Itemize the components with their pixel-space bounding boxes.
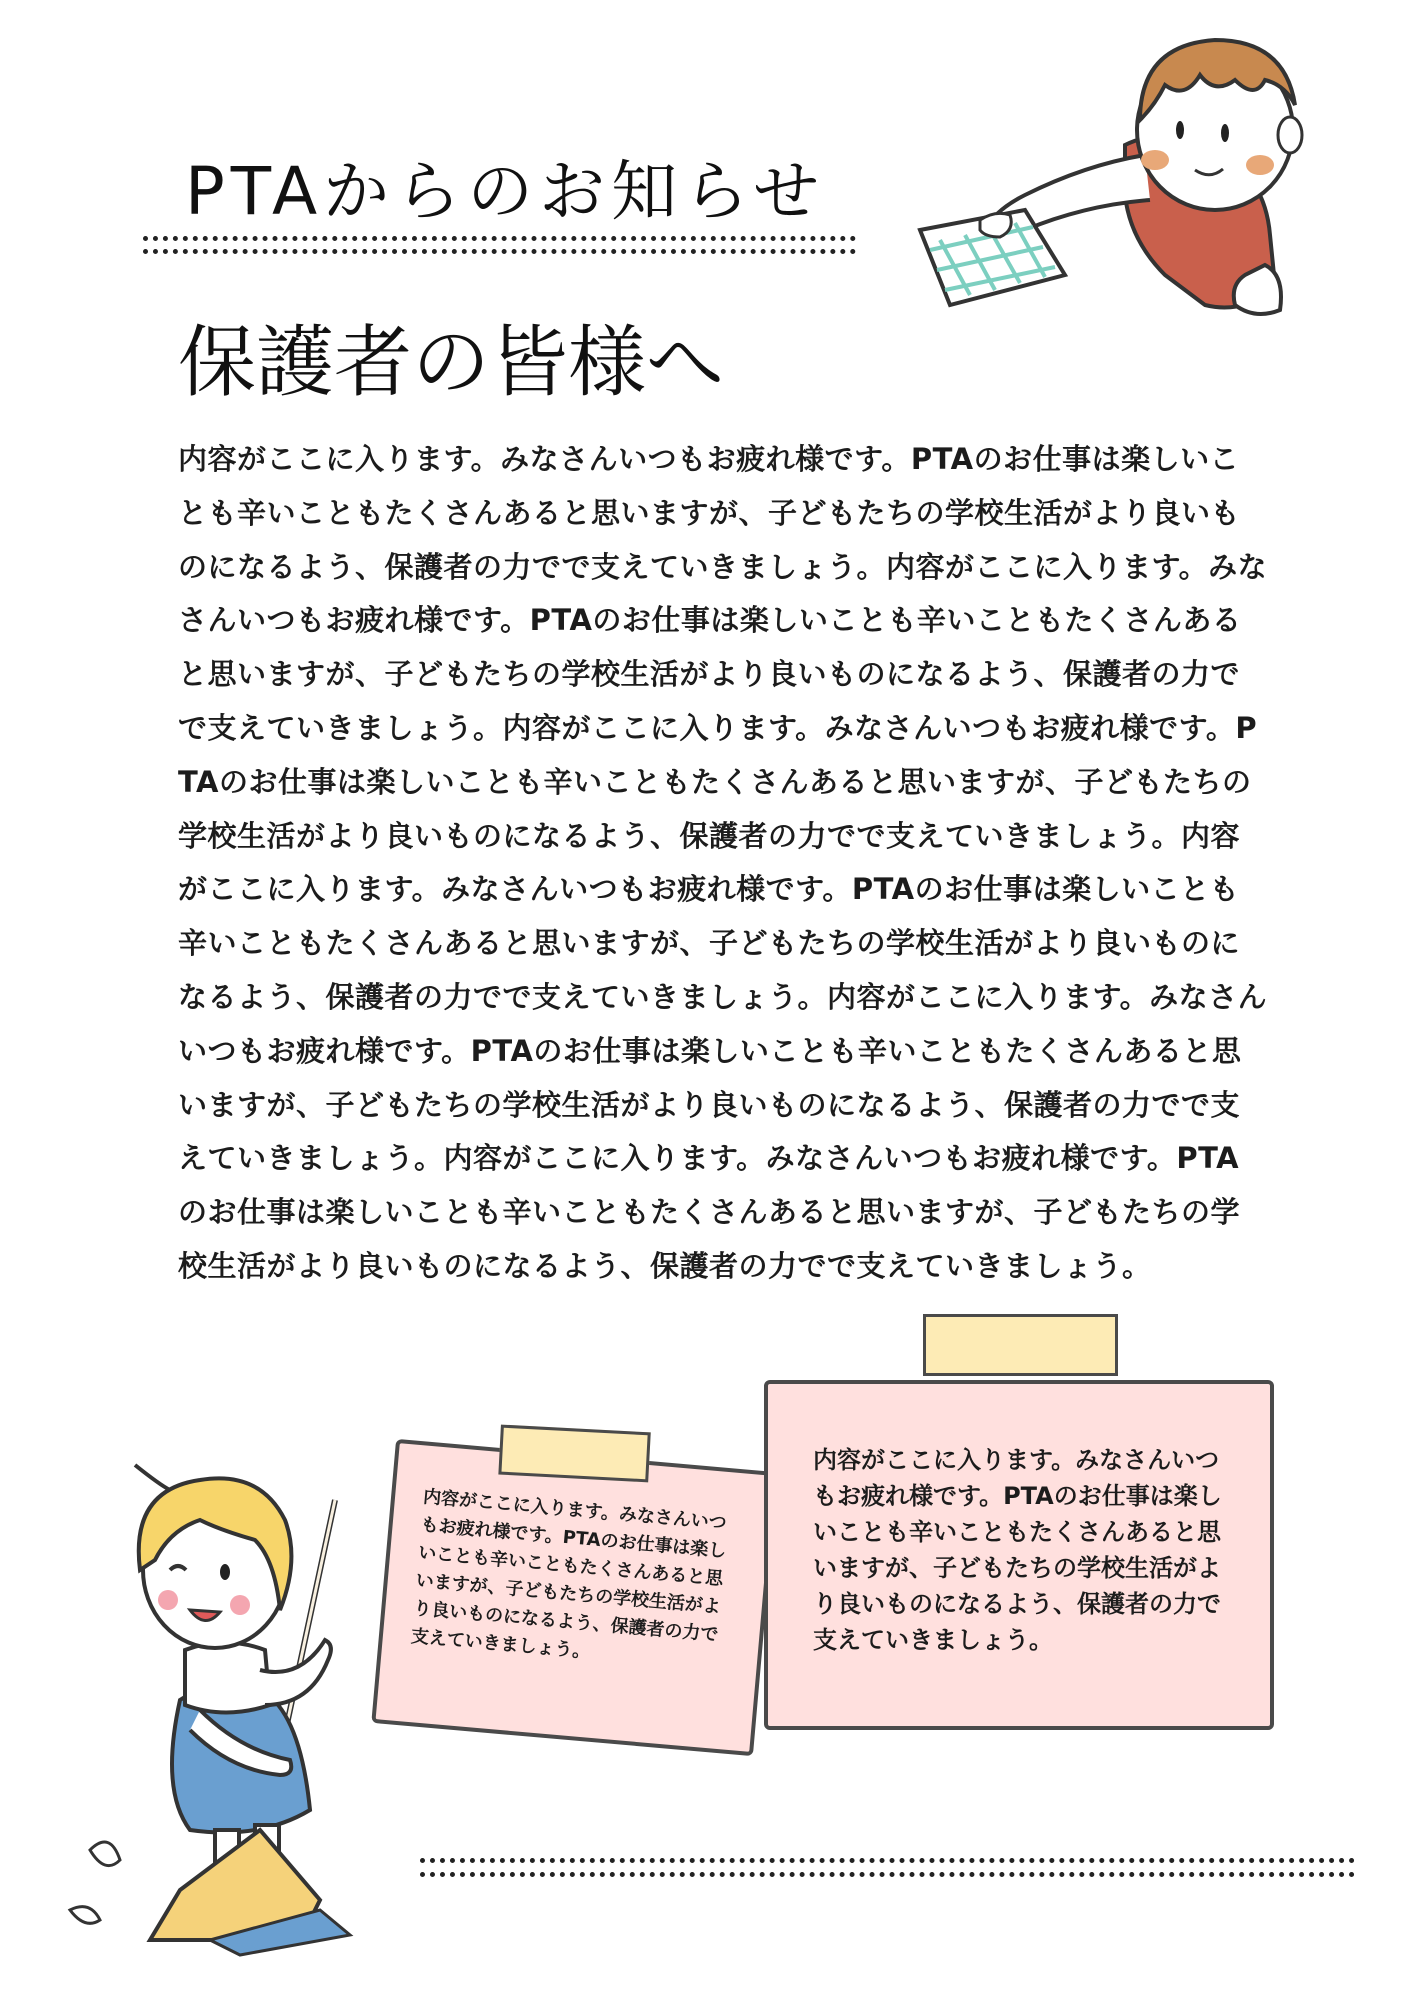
page-heading: 保護者の皆様へ	[178, 318, 725, 408]
body-paragraph: 内容がここに入ります。みなさんいつもお疲れ様です。PTAのお仕事は楽しいことも辛いこともたくさんあると思いますが、子どもたちの学校生活がより良いものになるよう、保護者の力でで支えていきましょう。内容がここに入ります。みなさんいつもお疲れ様です。PTAのお仕事は楽しいことも辛いこともたくさんあると思いますが、子どもたちの学校生活がより良いものになるよう、保護者の力でで支えていきましょう。内容がここに入ります。みなさんいつもお疲れ様です。PTAのお仕事は楽しいことも辛いこともたくさんあると思いますが、子どもたちの学校生活がより良いものになるよう、保護者の力でで支えていきましょう。内容がここに入ります。みなさんいつもお疲れ様です。PTAのお仕事は楽しいことも辛いこともたくさんあると思いますが、子どもたちの学校生活がより良いものになるよう、保護者の力でで支えていきましょう。内容がここに入ります。みなさんいつもお疲れ様です。PTAのお仕事は楽しいことも辛いこともたくさんあると思いますが、子どもたちの学校生活がより良いものになるよう、保護者の力でで支えていきましょう。内容がここに入ります。みなさんいつもお疲れ様です。PTAのお仕事は楽しいことも辛いこともたくさんあると思いますが、子どもたちの学校生活がより良いものになるよう、保護者の力でで支えていきましょう。	[178, 442, 1268, 1283]
sticky-note-small	[371, 1439, 777, 1756]
tape-icon	[498, 1425, 650, 1483]
header-divider-bottom	[143, 249, 856, 254]
dust-icon	[70, 1842, 120, 1923]
girl-sweeping-illustration	[60, 1430, 390, 1960]
header-divider-top	[143, 236, 856, 241]
sticky-note-small-text: 内容がここに入ります。みなさんいつもお疲れ様です。PTAのお仕事は楽しいことも辛いこともたくさんあると思いますが、子どもたちの学校生活がより良いものになるよう、保護者の力で支えていきましょう。	[410, 1486, 728, 1663]
sticky-note-large	[764, 1380, 1274, 1730]
footer-divider-top	[420, 1858, 1355, 1863]
footer-divider-bottom	[420, 1872, 1355, 1877]
sticky-note-large-text: 内容がここに入ります。みなさんいつもお疲れ様です。PTAのお仕事は楽しいことも辛いこともたくさんあると思いますが、子どもたちの学校生活がより良いものになるよう、保護者の力で支えていきましょう。	[813, 1446, 1222, 1654]
boy-wiping-table-illustration	[915, 25, 1365, 325]
tape-icon	[923, 1314, 1118, 1376]
header-title: PTAからのお知らせ	[185, 153, 826, 230]
